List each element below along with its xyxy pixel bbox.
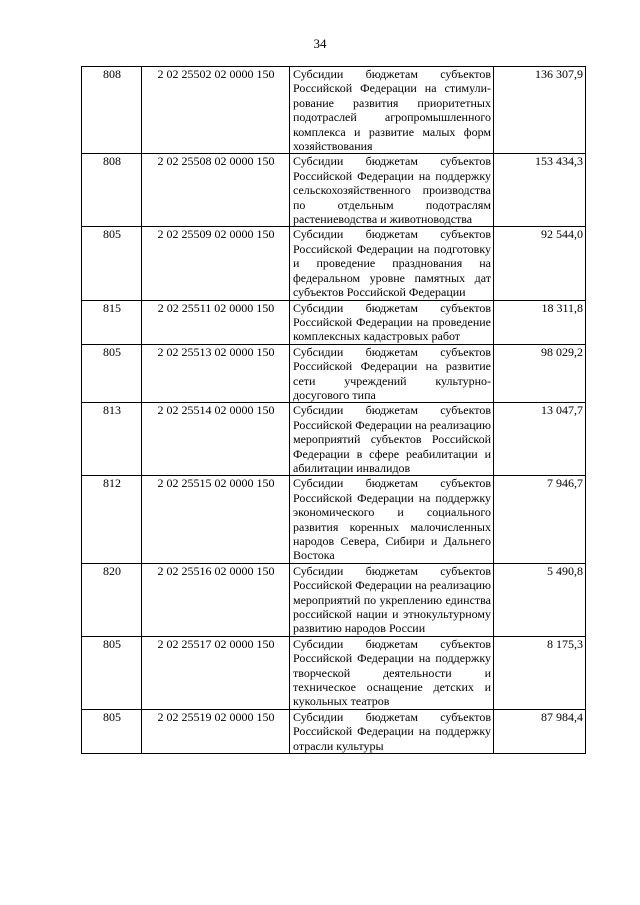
revenue-description-cell: Субсидии бюджетам субъектов Российской Федерации на поддержку отрасли культуры <box>290 709 494 753</box>
budget-classification-code-cell: 2 02 25511 02 0000 150 <box>142 300 290 344</box>
budget-classification-code-cell: 2 02 25508 02 0000 150 <box>142 154 290 227</box>
amount-cell: 92 544,0 <box>494 227 586 300</box>
administrator-code-cell: 805 <box>82 709 142 753</box>
revenue-description-cell: Субсидии бюджетам субъектов Российской Федерации на развитие сети учреждений культурно-досугового типа <box>290 344 494 403</box>
administrator-code-cell: 820 <box>82 563 142 636</box>
budget-classification-code-cell: 2 02 25516 02 0000 150 <box>142 563 290 636</box>
budget-revenue-table <box>81 66 586 754</box>
administrator-code-cell: 812 <box>82 476 142 563</box>
table-row <box>82 344 586 403</box>
budget-classification-code-cell: 2 02 25513 02 0000 150 <box>142 344 290 403</box>
amount-cell: 153 434,3 <box>494 154 586 227</box>
revenue-description-cell: Субсидии бюджетам субъектов Российской Федерации на подготовку и проведение празднования на федеральном уровне памятных дат субъектов Российской Федерации <box>290 227 494 300</box>
budget-classification-code-cell: 2 02 25502 02 0000 150 <box>142 67 290 154</box>
amount-cell: 136 307,9 <box>494 67 586 154</box>
administrator-code-cell: 813 <box>82 403 142 476</box>
budget-classification-code-cell: 2 02 25517 02 0000 150 <box>142 636 290 709</box>
table-row <box>82 476 586 563</box>
revenue-description-cell: Субсидии бюджетам субъектов Российской Федерации на поддержку творческой деятельности и техническое оснащение детских и кукольных театров <box>290 636 494 709</box>
revenue-description-cell: Субсидии бюджетам субъектов Российской Федерации на проведение комплексных кадастровых работ <box>290 300 494 344</box>
amount-cell: 5 490,8 <box>494 563 586 636</box>
amount-cell: 87 984,4 <box>494 709 586 753</box>
table-row <box>82 67 586 154</box>
table-row <box>82 563 586 636</box>
table-row <box>82 403 586 476</box>
administrator-code-cell: 808 <box>82 67 142 154</box>
table-row <box>82 227 586 300</box>
table-row <box>82 709 586 753</box>
administrator-code-cell: 805 <box>82 636 142 709</box>
revenue-description-cell: Субсидии бюджетам субъектов Российской Федерации на поддержку экономического и социального развития коренных малочисленных народов Севера, Сибири и Дальнего Востока <box>290 476 494 563</box>
table-row <box>82 154 586 227</box>
budget-classification-code-cell: 2 02 25515 02 0000 150 <box>142 476 290 563</box>
amount-cell: 8 175,3 <box>494 636 586 709</box>
administrator-code-cell: 808 <box>82 154 142 227</box>
amount-cell: 98 029,2 <box>494 344 586 403</box>
administrator-code-cell: 805 <box>82 344 142 403</box>
amount-cell: 7 946,7 <box>494 476 586 563</box>
budget-classification-code-cell: 2 02 25509 02 0000 150 <box>142 227 290 300</box>
administrator-code-cell: 815 <box>82 300 142 344</box>
revenue-description-cell: Субсидии бюджетам субъектов Российской Федерации на реализацию мероприятий по укреплению единства российской нации и этнокультурному развитию народов России <box>290 563 494 636</box>
revenue-description-cell: Субсидии бюджетам субъектов Российской Федерации на стимулирование развития приоритетных подотраслей агропромышленного комплекса и развитие малых форм хозяйствования <box>290 67 494 154</box>
revenue-description-cell: Субсидии бюджетам субъектов Российской Федерации на реализацию мероприятий субъектов Российской Федерации в сфере реабилитации и абилитации инвалидов <box>290 403 494 476</box>
table-row <box>82 300 586 344</box>
page-number: 34 <box>313 36 327 51</box>
budget-classification-code-cell: 2 02 25514 02 0000 150 <box>142 403 290 476</box>
amount-cell: 18 311,8 <box>494 300 586 344</box>
budget-classification-code-cell: 2 02 25519 02 0000 150 <box>142 709 290 753</box>
administrator-code-cell: 805 <box>82 227 142 300</box>
table-row <box>82 636 586 709</box>
revenue-description-cell: Субсидии бюджетам субъектов Российской Федерации на поддержку сельскохозяйственного производства по отдельным подотраслям растениеводства и животноводства <box>290 154 494 227</box>
amount-cell: 13 047,7 <box>494 403 586 476</box>
